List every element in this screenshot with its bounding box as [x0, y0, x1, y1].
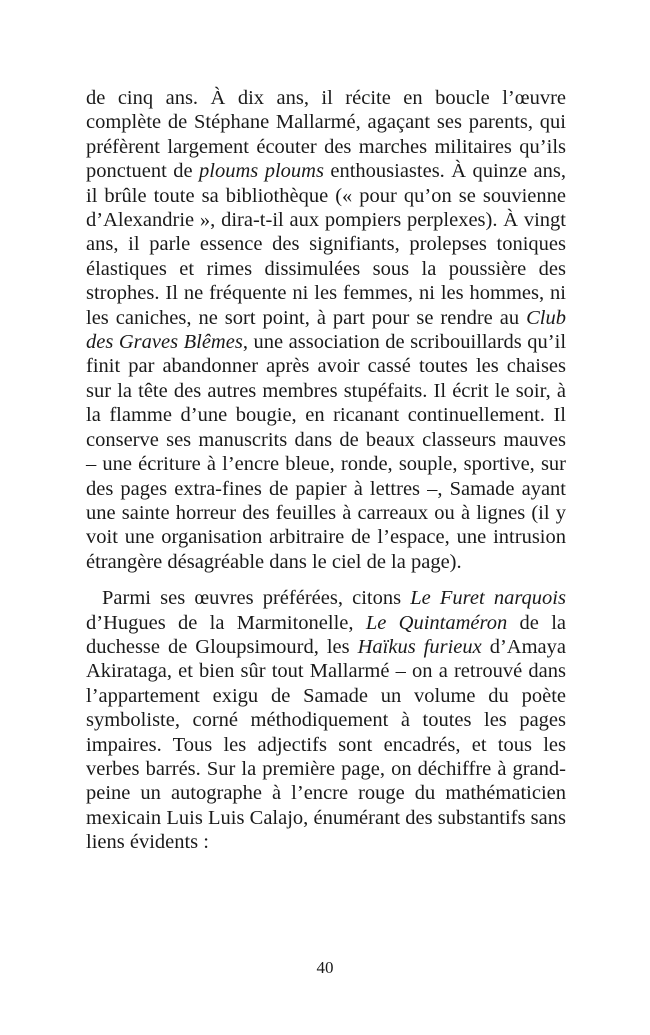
paragraph-2 [86, 586, 566, 854]
italic-run: Le Quintaméron [365, 611, 508, 634]
page-number: 40 [316, 958, 334, 977]
italic-run: Club des Graves Blêmes [86, 306, 566, 354]
page-body [86, 86, 566, 855]
paragraph-1 [86, 86, 566, 574]
italic-run: Haïkus furieux [357, 635, 482, 658]
text-run: d’Amaya Akirataga, et bien sûr tout Mallarmé – on a retrouvé dans l’appartement exigu de Samade un volume du poète symboliste, corné méthodiquement à toutes les pages impaires. Tous les adjectifs sont encadrés, et tous les verbes barrés. Sur la première page, on déchiffre à grand-peine un autographe à l’encre rouge du mathématicien mexicain Luis Luis Calajo, énumérant des substantifs sans liens évidents : [86, 635, 566, 854]
text-run: Parmi ses œuvres préférées, citons [102, 587, 411, 610]
text-run: enthousiastes. À quinze ans, il brûle toute sa bibliothèque (« pour qu’on se souvienne d’Alexandrie », dira-t-il aux pompiers perplexes). À vingt ans, il parle essence des signifiants, prolepses toniques élastiques et rimes dissimulées sous la poussière des strophes. Il ne fréquente ni les femmes, ni les hommes, ni les caniches, ne sort point, à part pour se rendre au [86, 160, 566, 329]
italic-run: ploums ploums [199, 160, 324, 183]
text-run: de cinq ans. À dix ans, il récite en boucle l’œuvre complète de Stéphane Mallarmé, agaçant ses parents, qui préfèrent largement écouter des marches militaires qu’ils ponctuent de [86, 87, 566, 183]
text-run: d’Hugues de la Marmitonelle, [86, 611, 366, 634]
text-run: de la duchesse de Gloupsimourd, les [86, 611, 566, 658]
italic-run: Le Furet narquois [410, 587, 566, 610]
text-run: , une association de scribouillards qu’il finit par abandonner après avoir cassé toutes les chaises sur la tête des autres membres stupéfaits. Il écrit le soir, à la flamme d’une bougie, en ricanant continuellement. Il conserve ses manuscrits dans de beaux classeurs mauves – une écriture à l’encre bleue, ronde, souple, sportive, sur des pages extra-fines de papier à lettres –, Samade ayant une sainte horreur des feuilles à carreaux ou à lignes (il y voit une organisation arbitraire de l’espace, une intrusion étrangère désagréable dans le ciel de la page). [86, 331, 567, 573]
